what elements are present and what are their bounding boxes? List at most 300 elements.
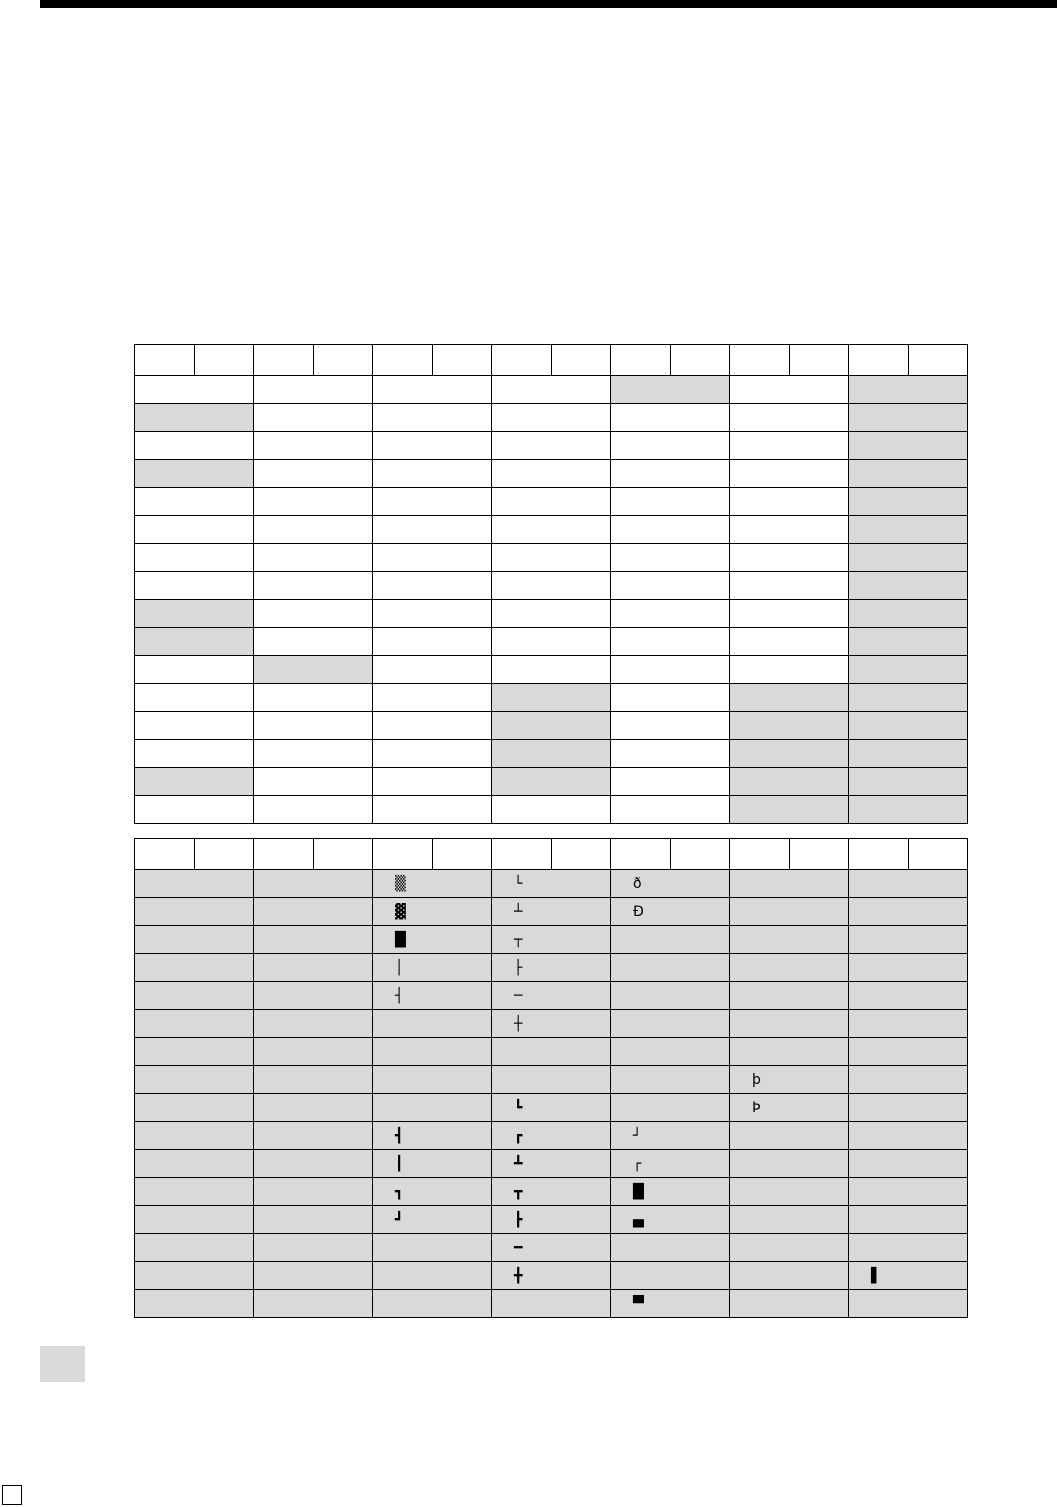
header-cell bbox=[909, 345, 968, 376]
header-cell bbox=[849, 839, 909, 870]
table-header-row bbox=[135, 839, 968, 870]
table-cell bbox=[135, 656, 254, 684]
table-cell bbox=[492, 1290, 611, 1318]
table-row bbox=[135, 954, 968, 982]
table-row bbox=[135, 544, 968, 572]
table-cell bbox=[611, 1010, 730, 1038]
table-cell bbox=[254, 1206, 373, 1234]
table-cell bbox=[611, 544, 730, 572]
table-cell bbox=[492, 1122, 611, 1150]
table-cell bbox=[492, 926, 611, 954]
table-cell bbox=[492, 740, 611, 768]
table-row bbox=[135, 1262, 968, 1290]
table-row bbox=[135, 1290, 968, 1318]
table-row bbox=[135, 870, 968, 898]
table-cell bbox=[254, 516, 373, 544]
table-cell bbox=[254, 1178, 373, 1206]
table-cell bbox=[611, 516, 730, 544]
table-cell bbox=[730, 796, 849, 824]
table-cell bbox=[611, 404, 730, 432]
table-cell bbox=[849, 1094, 968, 1122]
table-cell bbox=[135, 404, 254, 432]
table-cell bbox=[849, 544, 968, 572]
table-row bbox=[135, 1038, 968, 1066]
table-cell bbox=[730, 982, 849, 1010]
table-cell bbox=[730, 432, 849, 460]
table-cell bbox=[254, 1038, 373, 1066]
table-cell bbox=[135, 1290, 254, 1318]
table-cell bbox=[254, 712, 373, 740]
table-cell bbox=[730, 1150, 849, 1178]
header-cell bbox=[314, 345, 373, 376]
table-cell bbox=[849, 796, 968, 824]
character-glyph: ┣ bbox=[514, 1212, 523, 1228]
table-cell bbox=[849, 628, 968, 656]
character-glyph: ─ bbox=[514, 988, 523, 1004]
table-cell bbox=[492, 460, 611, 488]
table-cell bbox=[373, 1234, 492, 1262]
table-cell bbox=[492, 376, 611, 404]
table-cell bbox=[254, 898, 373, 926]
table-cell bbox=[373, 1150, 492, 1178]
header-cell bbox=[254, 345, 314, 376]
table-cell bbox=[730, 1178, 849, 1206]
table-cell bbox=[373, 1206, 492, 1234]
table-cell bbox=[730, 768, 849, 796]
character-glyph: ┬ bbox=[514, 932, 523, 948]
footer-shaded-box bbox=[40, 1346, 85, 1382]
table-cell bbox=[492, 516, 611, 544]
table-cell bbox=[492, 796, 611, 824]
table-cell bbox=[849, 572, 968, 600]
table-cell bbox=[611, 1038, 730, 1066]
table-cell bbox=[730, 926, 849, 954]
table-row bbox=[135, 432, 968, 460]
character-glyph: ━ bbox=[514, 1240, 523, 1256]
table-cell bbox=[135, 870, 254, 898]
table-cell bbox=[611, 1122, 730, 1150]
table-cell bbox=[373, 1094, 492, 1122]
table-cell bbox=[611, 432, 730, 460]
character-glyph: ┌ bbox=[633, 1156, 642, 1172]
table-cell bbox=[135, 516, 254, 544]
table-cell bbox=[849, 656, 968, 684]
table-cell bbox=[611, 1066, 730, 1094]
character-glyph: ┴ bbox=[514, 904, 523, 920]
table-cell bbox=[611, 488, 730, 516]
table-cell bbox=[492, 1150, 611, 1178]
table-cell bbox=[849, 1206, 968, 1234]
table-cell bbox=[135, 982, 254, 1010]
table-cell bbox=[849, 460, 968, 488]
character-glyph: ┫ bbox=[395, 1128, 404, 1144]
table-cell bbox=[492, 898, 611, 926]
table-cell bbox=[730, 1234, 849, 1262]
table-cell bbox=[135, 628, 254, 656]
table-cell bbox=[373, 1290, 492, 1318]
table-cell bbox=[730, 1066, 849, 1094]
table-cell bbox=[730, 1262, 849, 1290]
character-glyph: þ bbox=[752, 1072, 761, 1088]
character-glyph: ▄ bbox=[633, 1212, 644, 1228]
table-row bbox=[135, 1150, 968, 1178]
table-row bbox=[135, 1066, 968, 1094]
header-cell bbox=[314, 839, 373, 870]
table-cell bbox=[135, 1038, 254, 1066]
table-cell bbox=[730, 1122, 849, 1150]
table-row bbox=[135, 1178, 968, 1206]
table-row bbox=[135, 898, 968, 926]
table-cell bbox=[135, 600, 254, 628]
character-glyph: ┤ bbox=[395, 988, 404, 1004]
character-glyph: Þ bbox=[752, 1100, 761, 1116]
character-glyph: ┏ bbox=[514, 1128, 523, 1144]
table-cell bbox=[373, 600, 492, 628]
table-cell bbox=[611, 740, 730, 768]
table-cell bbox=[611, 572, 730, 600]
table-cell bbox=[730, 488, 849, 516]
character-glyph: █ bbox=[633, 1184, 644, 1200]
table-cell bbox=[849, 684, 968, 712]
table-cell bbox=[849, 898, 968, 926]
table-cell bbox=[492, 600, 611, 628]
table-cell bbox=[135, 544, 254, 572]
header-cell bbox=[790, 345, 849, 376]
character-glyph: ┘ bbox=[633, 1128, 642, 1144]
table-row bbox=[135, 926, 968, 954]
table-cell bbox=[373, 628, 492, 656]
table-cell bbox=[849, 926, 968, 954]
table-row bbox=[135, 796, 968, 824]
table-cell bbox=[611, 1094, 730, 1122]
table-cell bbox=[849, 740, 968, 768]
table-row bbox=[135, 712, 968, 740]
table-cell bbox=[492, 628, 611, 656]
table-cell bbox=[849, 1010, 968, 1038]
table-cell bbox=[373, 1010, 492, 1038]
character-glyph: ├ bbox=[514, 960, 523, 976]
table-cell bbox=[611, 1150, 730, 1178]
header-cell bbox=[909, 839, 968, 870]
table-cell bbox=[373, 1066, 492, 1094]
table-cell bbox=[492, 982, 611, 1010]
table-cell bbox=[373, 684, 492, 712]
table-cell bbox=[611, 1178, 730, 1206]
header-cell bbox=[373, 345, 433, 376]
table-cell bbox=[849, 982, 968, 1010]
table-cell bbox=[849, 1290, 968, 1318]
table-cell bbox=[849, 954, 968, 982]
table-cell bbox=[492, 1206, 611, 1234]
table-cell bbox=[373, 982, 492, 1010]
table-cell bbox=[373, 898, 492, 926]
table-cell bbox=[254, 954, 373, 982]
table-cell bbox=[135, 954, 254, 982]
table-cell bbox=[730, 376, 849, 404]
table-cell bbox=[254, 740, 373, 768]
table-cell bbox=[373, 712, 492, 740]
table-cell bbox=[849, 768, 968, 796]
table-cell bbox=[492, 572, 611, 600]
table-cell bbox=[730, 898, 849, 926]
table-cell bbox=[254, 656, 373, 684]
table-cell bbox=[373, 572, 492, 600]
table-cell bbox=[849, 712, 968, 740]
table-cell bbox=[611, 712, 730, 740]
header-cell bbox=[552, 839, 611, 870]
character-glyph: ð bbox=[633, 876, 642, 892]
table-cell bbox=[730, 1206, 849, 1234]
table-cell bbox=[373, 1178, 492, 1206]
table-cell bbox=[849, 870, 968, 898]
character-glyph: └ bbox=[514, 876, 523, 892]
table-row bbox=[135, 740, 968, 768]
table-cell bbox=[492, 712, 611, 740]
header-cell bbox=[195, 839, 254, 870]
table-cell bbox=[730, 460, 849, 488]
table-cell bbox=[135, 898, 254, 926]
table-cell bbox=[254, 1010, 373, 1038]
character-glyph: ┳ bbox=[514, 1184, 523, 1200]
table-cell bbox=[254, 1122, 373, 1150]
table-cell bbox=[254, 926, 373, 954]
table-row bbox=[135, 1206, 968, 1234]
table-cell bbox=[373, 926, 492, 954]
table-cell bbox=[730, 516, 849, 544]
table-cell bbox=[492, 1262, 611, 1290]
table-cell bbox=[611, 656, 730, 684]
character-glyph: ▒ bbox=[395, 876, 406, 892]
table-cell bbox=[849, 516, 968, 544]
table-cell bbox=[254, 1150, 373, 1178]
table-cell bbox=[492, 1234, 611, 1262]
character-glyph: ┓ bbox=[395, 1184, 404, 1200]
header-cell bbox=[195, 345, 254, 376]
table-cell bbox=[611, 870, 730, 898]
table-cell bbox=[730, 1290, 849, 1318]
character-glyph: ╋ bbox=[514, 1268, 523, 1284]
table-cell bbox=[254, 544, 373, 572]
table-cell bbox=[849, 404, 968, 432]
character-glyph: ┼ bbox=[514, 1016, 523, 1032]
table-cell bbox=[849, 1038, 968, 1066]
table-cell bbox=[135, 376, 254, 404]
table-cell bbox=[611, 1234, 730, 1262]
table-cell bbox=[611, 1262, 730, 1290]
table-cell bbox=[135, 1206, 254, 1234]
table-row bbox=[135, 600, 968, 628]
header-cell bbox=[611, 345, 671, 376]
table-cell bbox=[254, 460, 373, 488]
header-cell bbox=[254, 839, 314, 870]
table-cell bbox=[373, 796, 492, 824]
top-rule bbox=[40, 0, 1057, 8]
character-glyph: ┗ bbox=[514, 1100, 523, 1116]
table-cell bbox=[254, 684, 373, 712]
table-cell bbox=[135, 1066, 254, 1094]
table-cell bbox=[373, 1262, 492, 1290]
table-cell bbox=[373, 516, 492, 544]
table-cell bbox=[135, 768, 254, 796]
table-cell bbox=[611, 684, 730, 712]
header-cell bbox=[135, 839, 195, 870]
table-cell bbox=[849, 432, 968, 460]
table-cell bbox=[730, 954, 849, 982]
table-cell bbox=[135, 572, 254, 600]
table-cell bbox=[849, 600, 968, 628]
table-cell bbox=[849, 1234, 968, 1262]
character-glyph: │ bbox=[395, 960, 404, 976]
character-table-upper bbox=[134, 344, 968, 824]
table-cell bbox=[730, 628, 849, 656]
table-cell bbox=[373, 954, 492, 982]
character-glyph: ┛ bbox=[395, 1212, 404, 1228]
table-cell bbox=[611, 376, 730, 404]
table-row bbox=[135, 516, 968, 544]
table-cell bbox=[254, 870, 373, 898]
table-cell bbox=[135, 684, 254, 712]
table-cell bbox=[492, 432, 611, 460]
table-cell bbox=[254, 1094, 373, 1122]
table-cell bbox=[254, 1234, 373, 1262]
table-cell bbox=[492, 488, 611, 516]
table-row bbox=[135, 376, 968, 404]
header-cell bbox=[611, 839, 671, 870]
table-cell bbox=[730, 712, 849, 740]
table-cell bbox=[492, 544, 611, 572]
header-cell bbox=[492, 345, 552, 376]
table-cell bbox=[254, 488, 373, 516]
table-cell bbox=[254, 1262, 373, 1290]
table-cell bbox=[611, 1290, 730, 1318]
table-cell bbox=[492, 1066, 611, 1094]
table-row bbox=[135, 628, 968, 656]
table-cell bbox=[492, 404, 611, 432]
table-cell bbox=[254, 768, 373, 796]
corner-box bbox=[2, 1485, 22, 1505]
table-cell bbox=[492, 1038, 611, 1066]
table-cell bbox=[373, 1038, 492, 1066]
header-cell bbox=[849, 345, 909, 376]
header-cell bbox=[373, 839, 433, 870]
table-cell bbox=[492, 768, 611, 796]
header-cell bbox=[671, 345, 730, 376]
character-glyph: ▌ bbox=[871, 1268, 882, 1284]
character-glyph: ┻ bbox=[514, 1156, 523, 1172]
header-cell bbox=[730, 839, 790, 870]
table-cell bbox=[849, 1122, 968, 1150]
table-cell bbox=[730, 1038, 849, 1066]
table-cell bbox=[135, 1262, 254, 1290]
table-cell bbox=[492, 870, 611, 898]
table-cell bbox=[135, 1150, 254, 1178]
table-row bbox=[135, 982, 968, 1010]
table-cell bbox=[730, 572, 849, 600]
table-cell bbox=[373, 488, 492, 516]
header-cell bbox=[135, 345, 195, 376]
table-cell bbox=[611, 1206, 730, 1234]
table-cell bbox=[254, 432, 373, 460]
table-cell bbox=[492, 656, 611, 684]
table-cell bbox=[492, 954, 611, 982]
table-row bbox=[135, 1234, 968, 1262]
character-glyph: ▓ bbox=[395, 904, 406, 920]
table-cell bbox=[135, 1178, 254, 1206]
table-cell bbox=[849, 1150, 968, 1178]
table-cell bbox=[254, 600, 373, 628]
table-row bbox=[135, 1094, 968, 1122]
table-cell bbox=[730, 404, 849, 432]
table-cell bbox=[730, 684, 849, 712]
table-cell bbox=[849, 1178, 968, 1206]
table-cell bbox=[730, 870, 849, 898]
table-cell bbox=[611, 768, 730, 796]
table-cell bbox=[611, 982, 730, 1010]
table-cell bbox=[611, 926, 730, 954]
table-cell bbox=[373, 1122, 492, 1150]
table-cell bbox=[373, 740, 492, 768]
character-glyph: Đ bbox=[633, 904, 644, 920]
table-cell bbox=[254, 572, 373, 600]
table-cell bbox=[611, 600, 730, 628]
character-glyph: ┃ bbox=[395, 1156, 404, 1172]
table-cell bbox=[730, 656, 849, 684]
table-cell bbox=[492, 1094, 611, 1122]
table-cell bbox=[611, 460, 730, 488]
table-cell bbox=[373, 376, 492, 404]
table-cell bbox=[135, 488, 254, 516]
table-cell bbox=[254, 796, 373, 824]
table-row bbox=[135, 404, 968, 432]
table-cell bbox=[254, 404, 373, 432]
table-cell bbox=[254, 1066, 373, 1094]
table-cell bbox=[254, 376, 373, 404]
table-cell bbox=[849, 1262, 968, 1290]
header-cell bbox=[671, 839, 730, 870]
table-row bbox=[135, 656, 968, 684]
table-cell bbox=[254, 982, 373, 1010]
table-cell bbox=[135, 432, 254, 460]
header-cell bbox=[433, 345, 492, 376]
table-cell bbox=[849, 376, 968, 404]
character-glyph: █ bbox=[395, 932, 406, 948]
character-table-lower bbox=[134, 838, 968, 1318]
header-cell bbox=[492, 839, 552, 870]
table-cell bbox=[611, 954, 730, 982]
table-cell bbox=[135, 740, 254, 768]
table-cell bbox=[135, 796, 254, 824]
table-cell bbox=[849, 488, 968, 516]
table-cell bbox=[611, 628, 730, 656]
table-cell bbox=[254, 628, 373, 656]
table-cell bbox=[135, 1010, 254, 1038]
table-cell bbox=[730, 544, 849, 572]
table-cell bbox=[611, 796, 730, 824]
header-cell bbox=[730, 345, 790, 376]
table-cell bbox=[373, 656, 492, 684]
table-cell bbox=[373, 432, 492, 460]
table-header-row bbox=[135, 345, 968, 376]
table-cell bbox=[730, 740, 849, 768]
table-cell bbox=[492, 684, 611, 712]
table-row bbox=[135, 1010, 968, 1038]
table-cell bbox=[135, 926, 254, 954]
table-cell bbox=[492, 1010, 611, 1038]
table-cell bbox=[373, 404, 492, 432]
table-cell bbox=[849, 1066, 968, 1094]
table-cell bbox=[730, 1010, 849, 1038]
table-cell bbox=[254, 1290, 373, 1318]
